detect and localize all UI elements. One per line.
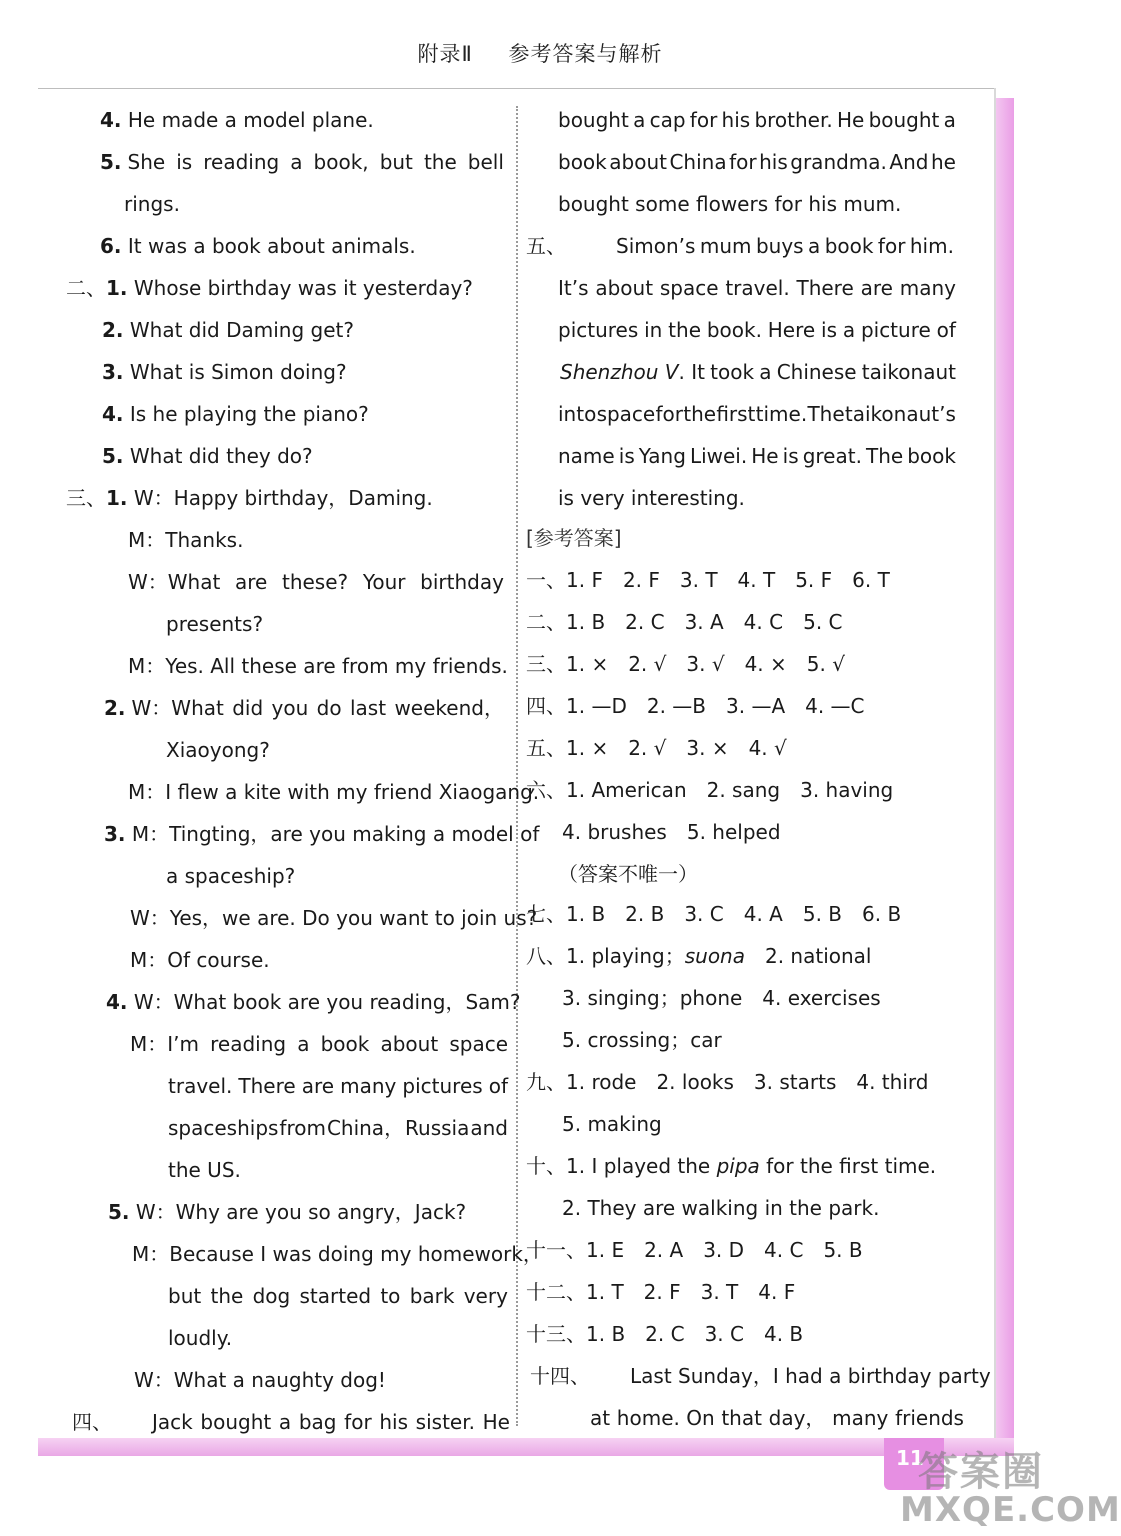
- answer-line: is very interesting.: [558, 486, 745, 510]
- word: bag: [298, 1410, 337, 1434]
- key-line: 5. crossing；car: [562, 1028, 722, 1052]
- dialogue-line: [168, 1283, 508, 1309]
- word: travel.: [168, 1074, 233, 1098]
- word: bought: [200, 1410, 272, 1434]
- section-line: 三、1. W：Happy birthday，Daming.: [66, 486, 433, 510]
- word: There: [796, 276, 854, 300]
- word: for: [344, 1410, 372, 1434]
- word: a: [278, 1410, 292, 1434]
- page-shadow-right: [996, 98, 1014, 1443]
- word: space: [596, 402, 656, 426]
- header-title: 参考答案与解析: [508, 42, 663, 66]
- word: is: [782, 444, 799, 468]
- key-line: 4. brushes 5. helped: [562, 820, 781, 844]
- dialogue-line: M：I flew a kite with my friend Xiaogang.: [128, 780, 540, 804]
- word: is: [176, 150, 193, 174]
- word: Yang: [638, 444, 686, 468]
- watermark-logo-text: 答案圈: [918, 1449, 1044, 1495]
- answer-line: rings.: [124, 192, 180, 216]
- word: Your: [362, 570, 406, 594]
- word: . It: [678, 360, 705, 384]
- word: in: [644, 318, 663, 342]
- word: his: [759, 150, 788, 174]
- word: taikonaut: [861, 360, 956, 384]
- answer-line: [558, 317, 956, 343]
- word: Russia: [405, 1116, 470, 1140]
- word: reading: [210, 1032, 287, 1056]
- answer-line: bought some flowers for his mum.: [558, 192, 902, 216]
- word: last: [349, 696, 387, 720]
- word: first: [716, 402, 756, 426]
- key-line: 十三、1. B 2. C 3. C 4. B: [526, 1322, 804, 1346]
- word: his: [379, 1410, 408, 1434]
- word: many: [899, 276, 956, 300]
- word: is: [618, 444, 635, 468]
- dialogue-line: [168, 1115, 508, 1141]
- word: for: [877, 234, 906, 258]
- word: of: [936, 318, 956, 342]
- word: He: [751, 444, 779, 468]
- word: are: [234, 570, 268, 594]
- word: a: [943, 108, 956, 132]
- answer-line: 4. Is he playing the piano?: [102, 402, 369, 426]
- word: bought: [868, 108, 940, 132]
- word: and: [470, 1116, 508, 1140]
- word: these?: [281, 570, 349, 594]
- appendix-label: 附录Ⅱ: [417, 42, 473, 66]
- word: to: [380, 1284, 401, 1308]
- word: bark: [409, 1284, 455, 1308]
- word: book: [824, 234, 874, 258]
- word: do: [316, 696, 342, 720]
- page-number: 11: [896, 1446, 924, 1470]
- answer-line: [590, 1405, 964, 1431]
- word: took: [710, 360, 755, 384]
- word: space: [449, 1032, 508, 1056]
- dialogue-line: a spaceship?: [166, 864, 296, 888]
- answer-line: [558, 401, 956, 427]
- word: brother.: [754, 108, 833, 132]
- word: time.: [755, 402, 808, 426]
- word: M：I’m: [130, 1032, 199, 1056]
- dialogue-line: [128, 569, 504, 595]
- word: a: [297, 1032, 310, 1056]
- word: Here: [767, 318, 816, 342]
- word: you: [271, 696, 309, 720]
- key-line: 七、1. B 2. B 3. C 4. A 5. B 6. B: [526, 902, 902, 926]
- word: book: [320, 1032, 370, 1056]
- word: pictures: [558, 318, 639, 342]
- word: cap: [649, 108, 686, 132]
- key-line: 五、1. × 2. √ 3. × 4. √: [526, 736, 787, 760]
- word: about: [595, 276, 654, 300]
- word: many: [832, 1406, 889, 1430]
- word: the: [210, 1284, 244, 1308]
- word: that: [721, 1406, 762, 1430]
- word: reading: [203, 150, 280, 174]
- word: day，: [768, 1406, 826, 1430]
- word: about: [609, 150, 667, 174]
- word: the: [668, 318, 701, 342]
- word: the: [423, 150, 457, 174]
- word: buys: [755, 234, 804, 258]
- word: grandma.: [790, 150, 887, 174]
- word: a: [759, 360, 772, 384]
- key-line: 六、1. American 2. sang 3. having: [526, 778, 894, 802]
- section-line: 十四、 Last Sunday，I had a birthday party: [530, 1364, 991, 1388]
- dialogue-line: the US.: [168, 1158, 241, 1182]
- dialogue-line: [130, 1031, 508, 1057]
- dialogue-line: M：Thanks.: [128, 528, 244, 552]
- word: very: [463, 1284, 508, 1308]
- key-line: 十一、1. E 2. A 3. D 4. C 5. B: [526, 1238, 863, 1262]
- word: into: [558, 402, 597, 426]
- key-line: 二、1. B 2. C 3. A 4. C 5. C: [526, 610, 843, 634]
- word: a: [290, 150, 303, 174]
- word: Chinese: [776, 360, 857, 384]
- answer-line: 2. What did Daming get?: [102, 318, 354, 342]
- word: great.: [802, 444, 862, 468]
- dialogue-line: Xiaoyong?: [166, 738, 270, 762]
- word: sister.: [415, 1410, 475, 1434]
- key-line: 十、1. I played the pipa for the first time.: [526, 1154, 937, 1178]
- header-rule: [38, 88, 996, 89]
- word: He: [836, 108, 865, 132]
- word: at: [590, 1406, 611, 1430]
- word: taikonaut’s: [844, 402, 956, 426]
- page-shadow-bottom: [38, 1438, 1014, 1456]
- key-line: 三、1. × 2. √ 3. √ 4. × 5. √: [526, 652, 845, 676]
- word: China: [669, 150, 727, 174]
- word: the: [683, 402, 717, 426]
- word: book: [558, 150, 607, 174]
- word: of: [488, 1074, 508, 1098]
- word: bought: [558, 108, 629, 132]
- answer-line: 4. He made a model plane.: [100, 108, 374, 132]
- answer-line: 5. She is reading a book, but the bell: [100, 150, 504, 174]
- word: There: [238, 1074, 296, 1098]
- word: book,: [313, 150, 369, 174]
- answer-line: 6. It was a book about animals.: [100, 234, 416, 258]
- key-line: 一、1. F 2. F 3. T 4. T 5. F 6. T: [526, 568, 890, 592]
- dialogue-line: M：Of course.: [130, 948, 270, 972]
- word: space: [659, 276, 719, 300]
- answer-line: [558, 443, 956, 469]
- word: He: [482, 1410, 510, 1434]
- word: a: [633, 108, 646, 132]
- dialogue-line: M：Yes. All these are from my friends.: [128, 654, 508, 678]
- key-line: 5. making: [562, 1112, 662, 1136]
- word: birthday: [420, 570, 504, 594]
- word: from: [279, 1116, 326, 1140]
- dialogue-line: 4. W：What book are you reading，Sam?: [106, 990, 521, 1014]
- section-line: 二、1. Whose birthday was it yesterday?: [66, 276, 473, 300]
- column-divider: [516, 106, 518, 1426]
- word: It’s: [558, 276, 589, 300]
- answer-line: [558, 149, 956, 175]
- answer-line: [558, 107, 956, 133]
- word: pictures: [402, 1074, 483, 1098]
- word: his: [721, 108, 751, 132]
- word: The: [865, 444, 904, 468]
- watermark: [900, 1440, 1121, 1530]
- dialogue-line: presents?: [166, 612, 264, 636]
- dialogue-line: loudly.: [168, 1326, 233, 1350]
- word: are: [860, 276, 893, 300]
- answer-line: 5. What did they do?: [102, 444, 313, 468]
- word: Jack: [152, 1410, 193, 1434]
- word: but: [168, 1284, 202, 1308]
- word: for: [689, 108, 718, 132]
- word: She: [127, 150, 166, 174]
- word: Liwei.: [689, 444, 748, 468]
- word: home. On: [616, 1406, 715, 1430]
- word: book: [907, 444, 956, 468]
- dialogue-line: M：Because I was doing my homework，: [132, 1242, 543, 1266]
- key-note: （答案不唯一）: [558, 862, 698, 886]
- dialogue-line: W：What a naughty dog!: [134, 1368, 386, 1392]
- section-line: 五、 Simon’s mum buys a book for him.: [526, 234, 954, 258]
- word: W：What: [131, 696, 224, 720]
- answer-line: [558, 275, 956, 301]
- word: started: [299, 1284, 372, 1308]
- word: did: [232, 696, 264, 720]
- dialogue-line: 2. W：What did you do last weekend，: [104, 696, 504, 720]
- word: but: [379, 150, 413, 174]
- key-line: 3. singing；phone 4. exercises: [562, 986, 881, 1010]
- word: picture: [860, 318, 931, 342]
- answer-line: 3. What is Simon doing?: [102, 360, 347, 384]
- dialogue-line: 3. M：Tingting，are you making a model of: [104, 822, 540, 846]
- key-line: 四、1. —D 2. —B 3. —A 4. —C: [526, 694, 865, 718]
- word: spaceships: [168, 1116, 279, 1140]
- word: him.: [909, 234, 954, 258]
- word: he: [930, 150, 956, 174]
- section-line: 四、 Jack bought a bag for his sister. He: [72, 1410, 510, 1434]
- word: weekend，: [394, 696, 504, 720]
- word: China，: [326, 1116, 405, 1140]
- word: book.: [706, 318, 762, 342]
- word: a: [842, 318, 856, 342]
- answer-line: Shenzhou V . It took a Chinese taikonaut: [560, 360, 956, 384]
- word: bell: [467, 150, 504, 174]
- dialogue-line: [168, 1073, 508, 1099]
- word: name: [558, 444, 615, 468]
- key-line: 九、1. rode 2. looks 3. starts 4. third: [526, 1070, 929, 1094]
- word: many: [340, 1074, 397, 1098]
- dialogue-line: W：Yes，we are. Do you want to join us?: [130, 906, 538, 930]
- word: mum: [699, 234, 752, 258]
- word: for: [655, 402, 683, 426]
- word: Simon’s: [616, 234, 696, 258]
- key-line: 十二、1. T 2. F 3. T 4. F: [526, 1280, 796, 1304]
- word: travel.: [725, 276, 790, 300]
- word: is: [821, 318, 838, 342]
- watermark-site-text: MXQE.COM: [900, 1490, 1121, 1530]
- word: And: [889, 150, 929, 174]
- key-line: 2. They are walking in the park.: [562, 1196, 880, 1220]
- word: W：What: [128, 570, 221, 594]
- reference-answer-heading: [参考答案]: [526, 526, 622, 550]
- word: for: [729, 150, 757, 174]
- word: are: [301, 1074, 335, 1098]
- page-header: [0, 38, 1080, 68]
- word: about: [380, 1032, 439, 1056]
- key-line: 八、1. playing；suona 2. national: [526, 944, 872, 968]
- word: a: [808, 234, 821, 258]
- word: The: [807, 402, 845, 426]
- dialogue-line: 5. W：Why are you so angry，Jack?: [108, 1200, 467, 1224]
- word: friends: [895, 1406, 964, 1430]
- word: dog: [252, 1284, 291, 1308]
